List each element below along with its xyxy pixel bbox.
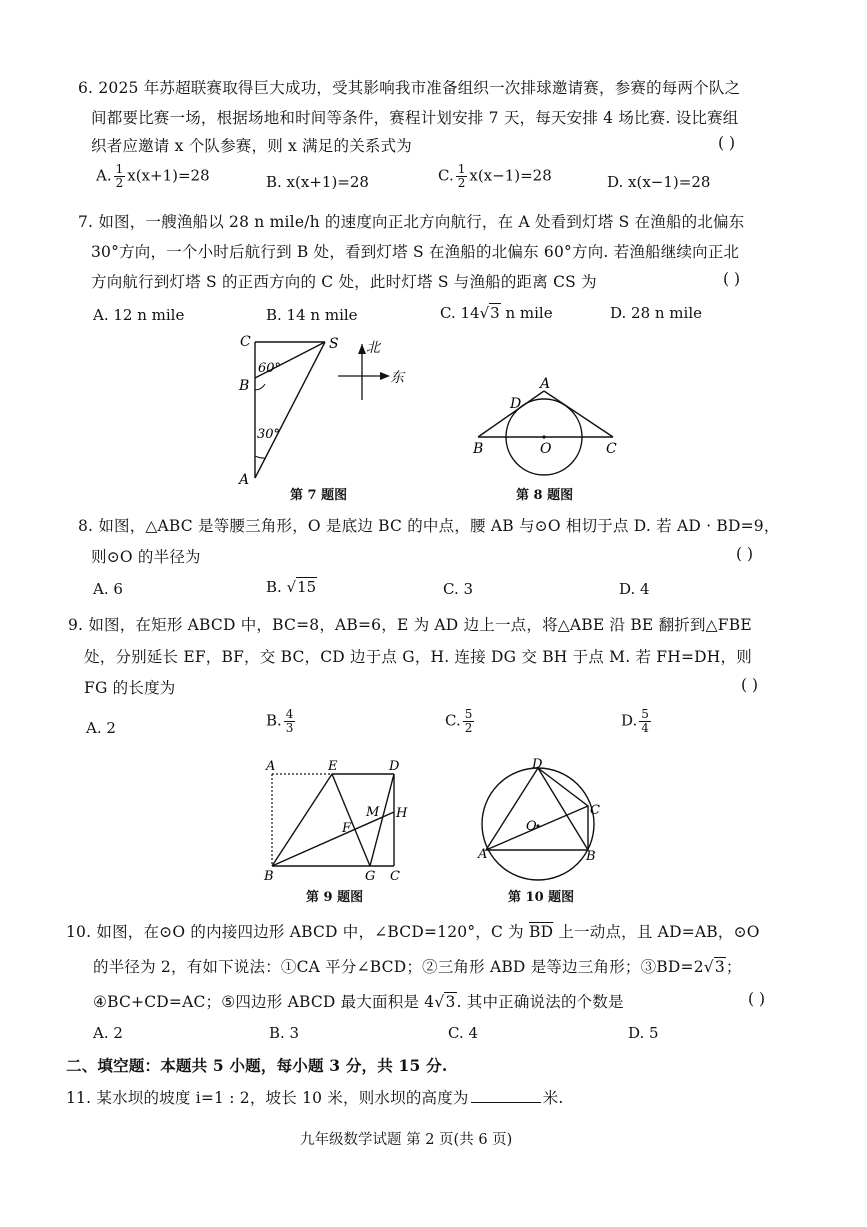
q9-line1: 9. 如图，在矩形 ABCD 中，BC=8，AB=6，E 为 AD 边上一点，将△ABE 沿 BE 翻折到△FBE <box>68 616 752 634</box>
q9-option-d: D. $\frac{5}{4}$ <box>621 707 649 735</box>
q6-option-d: D. x(x−1)=28 <box>607 173 711 191</box>
fig9-label-m: M <box>366 805 380 820</box>
fig9-label-f: F <box>342 821 352 836</box>
q8-option-a: A. 6 <box>93 580 123 598</box>
q6-option-b: B. x(x+1)=28 <box>266 173 369 191</box>
fig10-label-a: A <box>478 847 488 862</box>
q6-line1: 6. 2025 年苏超联赛取得巨大成功，受其影响我市准备组织一次排球邀请赛，参赛的每两个队之 <box>78 79 741 97</box>
q9-line3: FG 的长度为 <box>84 679 176 697</box>
fig7-label-b: B <box>239 378 250 394</box>
fig8-caption: 第 8 题图 <box>516 488 574 503</box>
q10-line2: 的半径为 2，有如下说法：①CA 平分∠BCD；②三角形 ABD 是等边三角形；③BD=2√3； <box>93 958 742 976</box>
q11-line: 11. 某水坝的坡度 i=1 : 2，坡长 10 米，则水坝的高度为 米. <box>66 1089 564 1107</box>
q8-line1: 8. 如图，△ABC 是等腰三角形，O 是底边 BC 的中点，腰 AB 与⊙O 相切于点 D. 若 AD · BD=9， <box>78 517 780 535</box>
fig8-label-a: A <box>540 376 551 392</box>
fig10-caption: 第 10 题图 <box>508 890 575 905</box>
fig9-label-e: E <box>328 759 338 774</box>
q10-option-c: C. 4 <box>448 1024 479 1042</box>
fig7-label-c: C <box>240 334 251 350</box>
q9-option-b: B. $\frac{4}{3}$ <box>266 707 294 735</box>
fig10-label-d: D <box>532 757 543 772</box>
fig10-label-b: B <box>586 849 596 864</box>
figure-10 <box>476 756 606 886</box>
fig7-caption: 第 7 题图 <box>290 488 348 503</box>
q9-option-c: C. $\frac{5}{2}$ <box>445 707 473 735</box>
q7-option-c: C. 14√3 n mile <box>440 304 553 322</box>
q10-line3: ④BC+CD=AC；⑤四边形 ABCD 最大面积是 4√3. 其中正确说法的个数是 <box>93 993 624 1011</box>
q9-option-a: A. 2 <box>86 719 116 737</box>
figure-8 <box>468 374 628 484</box>
q11-answer-blank[interactable] <box>471 1088 541 1103</box>
q10-option-d: D. 5 <box>628 1024 659 1042</box>
page-footer: 九年级数学试题 第 2 页(共 6 页) <box>300 1132 513 1148</box>
fig9-label-h: H <box>396 806 408 821</box>
fig8-label-o: O <box>540 441 552 457</box>
q8-option-d: D. 4 <box>619 580 650 598</box>
q10-option-a: A. 2 <box>93 1024 123 1042</box>
q8-answer-bracket: ( ) <box>736 545 754 563</box>
fig7-angle-30: 30° <box>257 427 281 442</box>
q8-option-c: C. 3 <box>443 580 474 598</box>
fig9-label-b: B <box>264 869 274 884</box>
fig9-label-a: A <box>266 759 276 774</box>
q6-option-a: A. $\frac{1}{2}$ x(x+1)=28 <box>96 162 210 190</box>
q6-option-c: C. $\frac{1}{2}$ x(x−1)=28 <box>438 162 552 190</box>
fig7-label-s: S <box>329 336 339 352</box>
q8-option-b: B. √15 <box>266 578 317 596</box>
q10-line1: 10. 如图，在⊙O 的内接四边形 ABCD 中，∠BCD=120°，C 为 $\overline{BD}$ 上一动点，且 AD=AB，⊙O <box>66 923 760 941</box>
section-2-heading: 二、填空题：本题共 5 小题，每小题 3 分，共 15 分. <box>66 1056 448 1075</box>
fig10-label-c: C <box>590 803 600 818</box>
q10-option-b: B. 3 <box>269 1024 300 1042</box>
q6-answer-bracket: ( ) <box>718 134 736 152</box>
q7-line1: 7. 如图，一艘渔船以 28 n mile/h 的速度向正北方向航行，在 A 处看到灯塔 S 在渔船的北偏东 <box>78 213 745 231</box>
figure-9 <box>258 756 418 886</box>
fig9-label-d: D <box>389 759 400 774</box>
fig7-north-label: 北 <box>366 340 380 356</box>
fig7-east-label: 东 <box>390 370 404 386</box>
q7-option-d: D. 28 n mile <box>610 304 703 322</box>
q6-line2: 间都要比赛一场，根据场地和时间等条件，赛程计划安排 7 天，每天安排 4 场比赛. 设比赛组 <box>91 109 739 127</box>
fig9-label-c: C <box>390 869 400 884</box>
q6-line3: 织者应邀请 x 个队参赛，则 x 满足的关系式为 <box>91 137 412 155</box>
q8-line2: 则⊙O 的半径为 <box>91 548 201 566</box>
q9-line2: 处，分别延长 EF，BF，交 BC，CD 边于点 G，H. 连接 DG 交 BH 于点 M. 若 FH=DH，则 <box>84 648 752 666</box>
fig7-label-a: A <box>239 472 250 488</box>
figure-7 <box>230 330 410 490</box>
q7-option-b: B. 14 n mile <box>266 306 358 324</box>
fig8-label-d: D <box>510 396 522 412</box>
fig8-label-b: B <box>473 441 484 457</box>
q7-option-a: A. 12 n mile <box>93 306 185 324</box>
fig8-label-c: C <box>606 441 617 457</box>
fig9-label-g: G <box>365 869 376 884</box>
fig10-label-o: O <box>526 819 537 834</box>
q7-line3: 方向航行到灯塔 S 的正西方向的 C 处，此时灯塔 S 与渔船的距离 CS 为 <box>91 273 597 291</box>
q7-line2: 30°方向，一个小时后航行到 B 处，看到灯塔 S 在渔船的北偏东 60°方向. 若渔船继续向正北 <box>91 243 740 261</box>
q7-answer-bracket: ( ) <box>723 270 741 288</box>
fig9-caption: 第 9 题图 <box>306 890 364 905</box>
q10-answer-bracket: ( ) <box>748 990 766 1008</box>
fig7-angle-60: 60° <box>258 361 282 376</box>
q9-answer-bracket: ( ) <box>741 676 759 694</box>
